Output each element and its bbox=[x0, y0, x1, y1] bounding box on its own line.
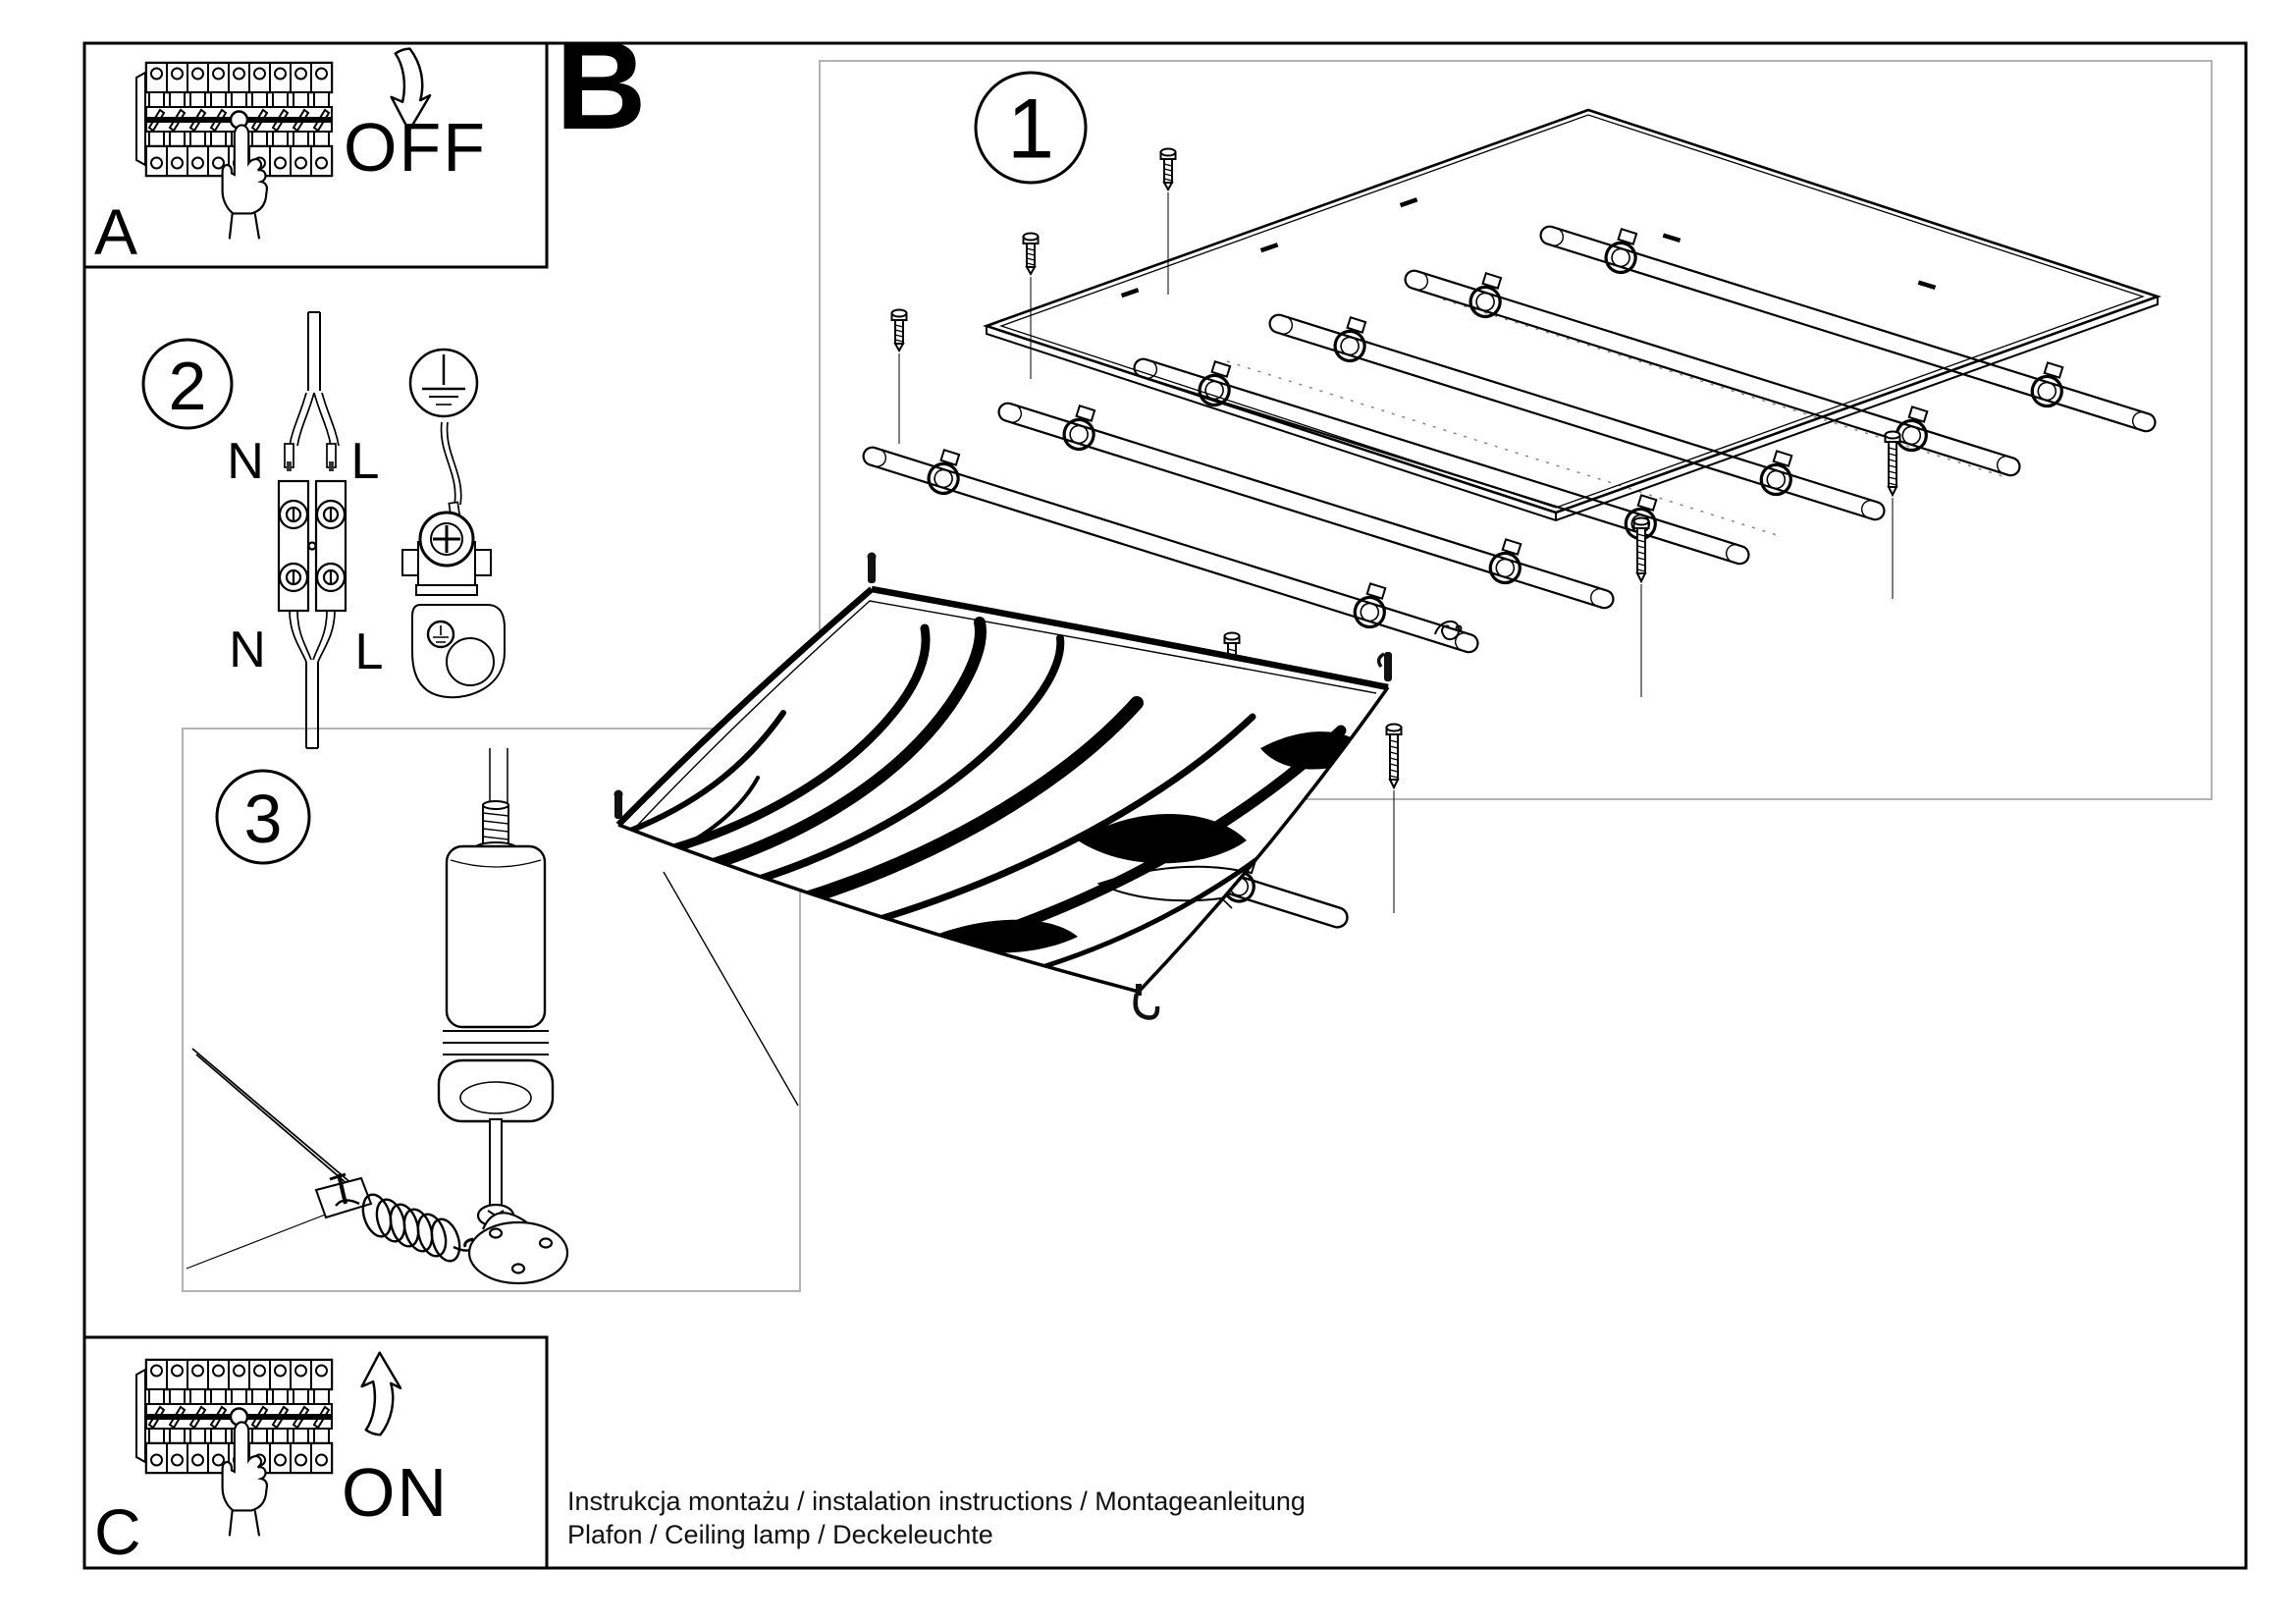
shade-corner-detail bbox=[187, 1049, 371, 1269]
curved-arrow-up-icon bbox=[362, 1353, 400, 1435]
panel-a-label: A bbox=[94, 195, 138, 268]
step2-number: 2 bbox=[168, 348, 207, 424]
panel-c-label: C bbox=[94, 1495, 141, 1568]
leader-line bbox=[664, 872, 798, 1106]
power-cable-illustration bbox=[285, 312, 339, 471]
fabric-shade-illustration bbox=[614, 553, 1393, 1018]
plate-slot-marks bbox=[1121, 197, 1936, 298]
suspension-canister-illustration bbox=[439, 801, 553, 1226]
step3-number: 3 bbox=[243, 781, 283, 857]
breaker-on-label: ON bbox=[342, 1454, 449, 1531]
terminal-block-illustration bbox=[279, 481, 346, 611]
screw-icon bbox=[892, 149, 1176, 445]
wiring-diagram bbox=[279, 312, 505, 748]
footer-caption bbox=[567, 1485, 1306, 1551]
wire-live-label-bottom: L bbox=[354, 623, 384, 680]
wire-neutral-label-bottom: N bbox=[229, 622, 266, 678]
step1-number: 1 bbox=[1007, 81, 1054, 177]
earth-symbol-icon bbox=[410, 350, 477, 416]
section-b-label: B bbox=[556, 16, 647, 156]
tension-spring-illustration bbox=[336, 1191, 481, 1265]
mounting-disk-illustration bbox=[465, 1213, 567, 1283]
wire-live-label-top: L bbox=[350, 433, 380, 490]
footer-line-1: Instrukcja montażu / instalation instructions / Montageanleitung bbox=[567, 1487, 1306, 1516]
earth-clamp-illustration bbox=[402, 513, 505, 697]
footer-line-2: Plafon / Ceiling lamp / Deckeleuchte bbox=[567, 1520, 993, 1549]
breaker-off-label: OFF bbox=[344, 109, 487, 186]
wire-neutral-label-top: N bbox=[227, 433, 264, 490]
